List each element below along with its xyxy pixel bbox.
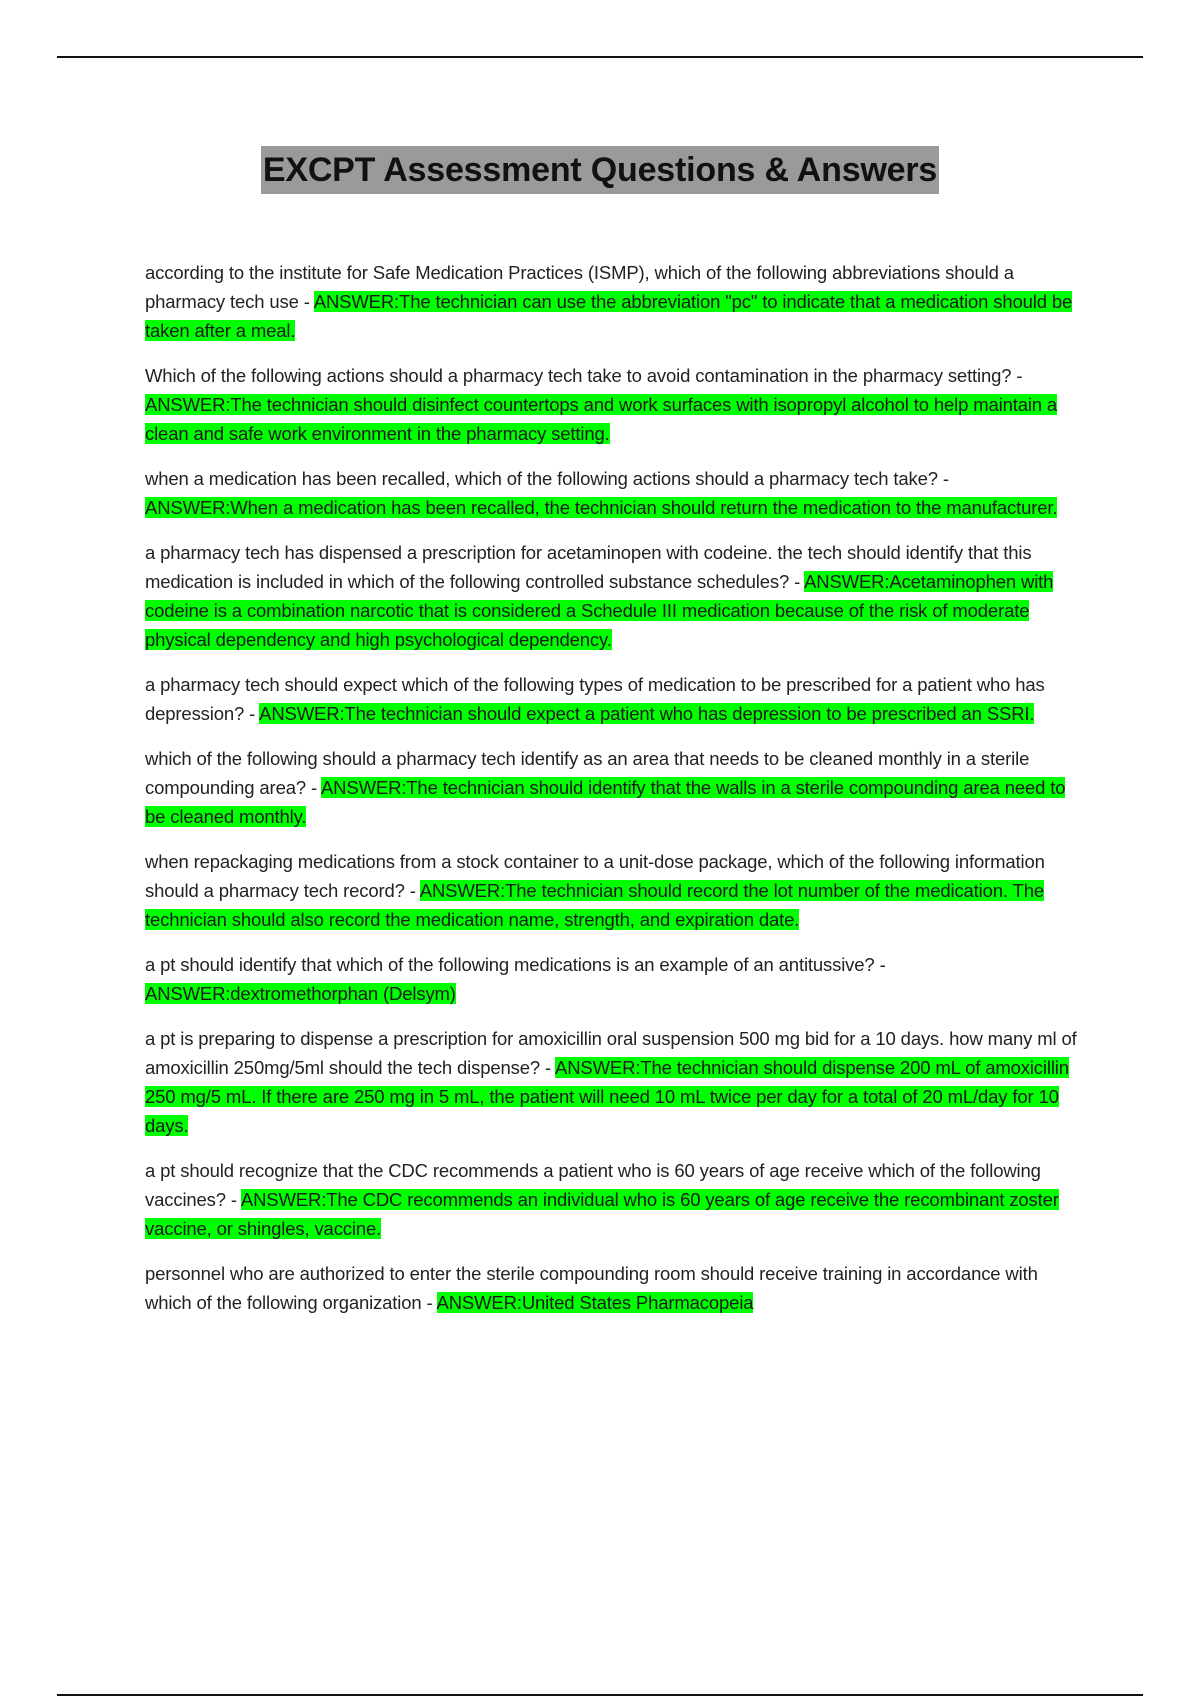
qa-separator: -	[404, 880, 420, 901]
qa-separator: -	[789, 571, 805, 592]
answer-text: ANSWER:The technician can use the abbreviation "pc" to indicate that a medication should be taken after a meal.	[145, 291, 1073, 341]
bottom-rule	[57, 1694, 1143, 1696]
answer-text: ANSWER:The technician should identify that the walls in a sterile compounding area need to be cleaned monthly.	[145, 777, 1066, 827]
answer-text: ANSWER:The technician should dispense 200 mL of amoxicillin 250 mg/5 mL. If there are 250 mg in 5 mL, the patient will need 10 mL twice per day for a total of 20 mL/day for 10 days.	[145, 1057, 1069, 1136]
qa-item	[145, 1156, 1080, 1243]
answer-text: ANSWER:When a medication has been recalled, the technician should return the medication to the manufacturer.	[145, 497, 1058, 518]
top-rule	[57, 56, 1143, 58]
qa-item	[145, 258, 1080, 345]
qa-separator: -	[540, 1057, 556, 1078]
qa-item	[145, 950, 1080, 1008]
question-text: a pharmacy tech has dispensed a prescription for acetaminopen with codeine. the tech should identify that this medication is included in which of the following controlled substance schedules?	[145, 542, 1032, 592]
question-text: according to the institute for Safe Medication Practices (ISMP), which of the following abbreviations should a pharmacy tech use	[145, 262, 1014, 312]
question-text: a pharmacy tech should expect which of the following types of medication to be prescribed for a patient who has depression?	[145, 674, 1045, 724]
answer-text: ANSWER:The technician should disinfect countertops and work surfaces with isopropyl alcohol to help maintain a clean and safe work environment in the pharmacy setting.	[145, 394, 1058, 444]
qa-separator: -	[421, 1292, 437, 1313]
question-text: a pt should identify that which of the following medications is an example of an antitussive?	[145, 954, 875, 975]
question-text: personnel who are authorized to enter the sterile compounding room should receive training in accordance with which of the following organization	[145, 1263, 1038, 1313]
qa-separator: -	[225, 1189, 241, 1210]
qa-separator: -	[306, 777, 321, 798]
answer-text: ANSWER:The technician should record the lot number of the medication. The technician should also record the medication name, strength, and expiration date.	[145, 880, 1044, 930]
qa-list	[145, 258, 1080, 1333]
document-title: EXCPT Assessment Questions & Answers	[261, 146, 939, 194]
qa-item	[145, 538, 1080, 654]
answer-text: ANSWER:The CDC recommends an individual who is 60 years of age receive the recombinant zoster vaccine, or shingles, vaccine.	[145, 1189, 1059, 1239]
title-container	[0, 146, 1200, 194]
answer-text: ANSWER:United States Pharmacopeia	[436, 1292, 754, 1313]
qa-item	[145, 670, 1080, 728]
qa-separator: -	[298, 291, 314, 312]
qa-separator: -	[937, 468, 949, 489]
answer-text: ANSWER:dextromethorphan (Delsym)	[145, 983, 456, 1004]
qa-item	[145, 464, 1080, 522]
qa-item	[145, 847, 1080, 934]
question-text: Which of the following actions should a pharmacy tech take to avoid contamination in the pharmacy setting?	[145, 365, 1012, 386]
qa-item	[145, 1024, 1080, 1140]
answer-text: ANSWER:Acetaminophen with codeine is a combination narcotic that is considered a Schedule III medication because of the risk of moderate physical dependency and high psychological dependency.	[145, 571, 1054, 650]
qa-item	[145, 361, 1080, 448]
question-text: when repackaging medications from a stock container to a unit-dose package, which of the following information should a pharmacy tech record?	[145, 851, 1045, 901]
answer-text: ANSWER:The technician should expect a patient who has depression to be prescribed an SSRI.	[259, 703, 1035, 724]
question-text: a pt should recognize that the CDC recommends a patient who is 60 years of age receive which of the following vaccines?	[145, 1160, 1041, 1210]
qa-separator: -	[244, 703, 260, 724]
question-text: which of the following should a pharmacy tech identify as an area that needs to be cleaned monthly in a sterile compounding area?	[145, 748, 1030, 798]
question-text: a pt is preparing to dispense a prescription for amoxicillin oral suspension 500 mg bid for a 10 days. how many ml of amoxicillin 250mg/5ml should the tech dispense?	[145, 1028, 1077, 1078]
qa-item	[145, 1259, 1080, 1317]
qa-separator: -	[1011, 365, 1023, 386]
question-text: when a medication has been recalled, which of the following actions should a pharmacy tech take?	[145, 468, 938, 489]
qa-item	[145, 744, 1080, 831]
qa-separator: -	[874, 954, 886, 975]
